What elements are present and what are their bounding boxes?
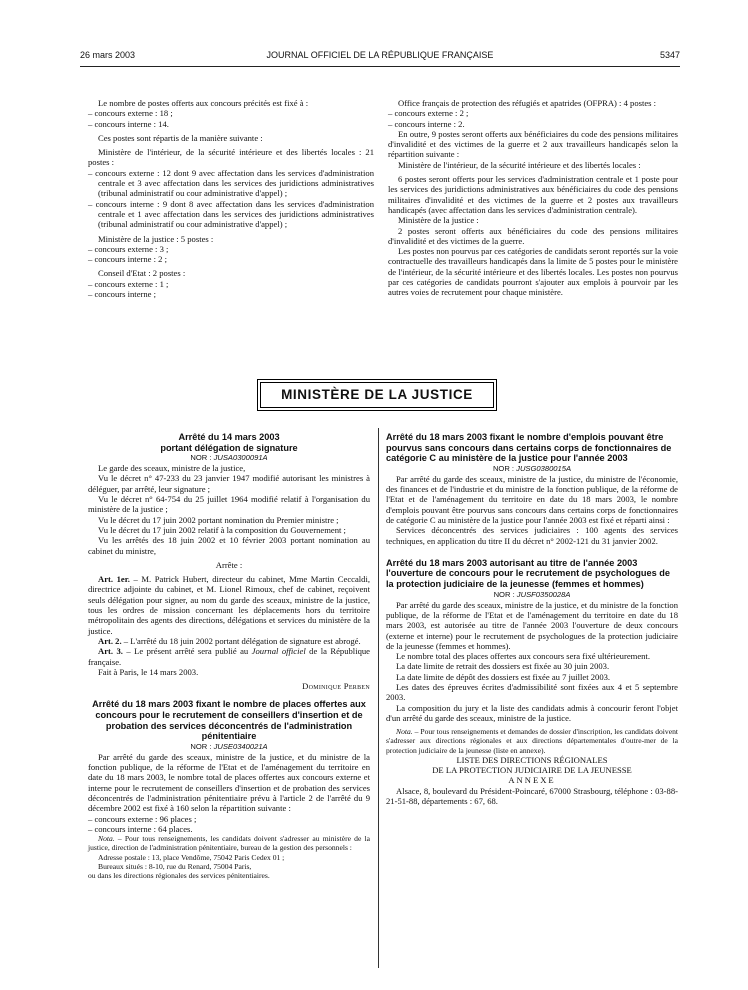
top-left-column xyxy=(88,98,374,299)
paragraph: Services déconcentrés des services judiciaires : 100 agents des services techniques, en application du titre II du décret n° 2002-121 du 31 janvier 2002. xyxy=(386,525,678,546)
arrete-2 xyxy=(88,699,370,880)
paragraph: La composition du jury et la liste des candidats admis à concourir feront l'objet d'un arrêté du garde des sceaux, ministre de la justice. xyxy=(386,702,678,723)
nor-label: NOR : xyxy=(492,463,517,473)
arrete-subtitle: portant délégation de signature xyxy=(160,442,298,453)
arrete-1 xyxy=(88,432,370,691)
annexe-heading: ANNEXE xyxy=(508,775,556,786)
header-rule xyxy=(80,66,680,67)
paragraph: Ces postes sont répartis de la manière suivante : xyxy=(98,132,263,143)
top-right-column xyxy=(388,98,678,298)
nor-reference xyxy=(88,453,370,463)
paragraph: Ministère de la justice : xyxy=(398,215,479,226)
header-journal-title: JOURNAL OFFICIEL DE LA RÉPUBLIQUE FRANÇAISE xyxy=(266,50,494,60)
paragraph: Les dates des épreuves écrites d'admissibilité sont fixées aux 4 et 5 septembre 2003. xyxy=(386,682,678,703)
address-line: ou dans les directions régionales des services pénitentiaires. xyxy=(88,870,270,880)
paragraph: Le garde des sceaux, ministre de la justice, xyxy=(98,463,246,474)
paragraph: Vu le décret du 17 juin 2002 portant nomination du Premier ministre ; xyxy=(98,514,339,525)
bottom-right-column xyxy=(386,432,678,806)
list-heading: LISTE DES DIRECTIONS RÉGIONALES xyxy=(456,754,608,765)
list-item: – concours interne : 14. xyxy=(88,118,169,129)
fait-line: Fait à Paris, le 14 mars 2003. xyxy=(98,666,199,677)
paragraph: La date limite de dépôt des dossiers est fixée au 7 juillet 2003. xyxy=(396,671,611,682)
paragraph: Ministère de la justice : 5 postes : xyxy=(98,233,214,244)
paragraph: 2 postes seront offerts aux bénéficiaires du code des pensions militaires d'invalidité et des victimes de la guerre. xyxy=(388,225,678,246)
paragraph: Le nombre de postes offerts aux concours précités est fixé à : xyxy=(98,98,309,108)
nor-label: NOR : xyxy=(493,589,517,599)
paragraph: Ministère de l'intérieur, de la sécurité intérieure et des libertés locales : 21 postes : xyxy=(88,147,374,168)
paragraph: 6 postes seront offerts pour les services d'administration centrale et 1 poste pour les services des juridictions administratives aux bénéficiaires du code des pensions militaires d'invalidité et des victimes de la guerre et 2 postes aux travailleurs handicapés (avec affectation dans les services d'administration centrale). xyxy=(388,174,678,215)
arrete-3 xyxy=(386,432,678,546)
header-date: 26 mars 2003 xyxy=(80,50,136,60)
nota-text: – Pour tous renseignements, les candidats doivent s'adresser au ministère de la justice, direction de l'administration pénitentiaire, bureau de la gestion des personnels : xyxy=(88,834,370,853)
article-label: Art. 1er. xyxy=(98,574,130,585)
paragraph: Vu le décret n° 47-233 du 23 janvier 1947 modifié autorisant les ministres à déléguer, par arrêté, leur signature ; xyxy=(88,473,370,494)
nota-label: Nota. xyxy=(98,834,115,844)
arrete-title: Arrêté du 14 mars 2003 xyxy=(178,432,280,442)
paragraph: En outre, 9 postes seront offerts aux bénéficiaires du code des pensions militaires d'invalidité et des victimes de la guerre et 2 aux travailleurs handicapés selon la répartition suivante : xyxy=(388,128,678,160)
list-item: – concours interne : 64 places. xyxy=(88,823,193,834)
list-item: – concours interne ; xyxy=(88,289,157,300)
article-3 xyxy=(88,646,370,667)
paragraph: Les postes non pourvus par ces catégories de candidats seront reportés sur la voie contractuelle des travailleurs handicapés dans la limite de 5 postes pour le ministère de l'intérieur, de la sécurité intérieure et des libertés locales. Les postes non pourvus par ces catégories de candidats pourront s'ajouter aux emplois à pourvoir par les autres voies de recrutement pour chaque ministère. xyxy=(388,246,678,298)
paragraph: Par arrêté du garde des sceaux, ministre de la justice, du ministre de l'économie, des finances et de l'industrie et du ministre de la fonction publique, de la réforme de l'Etat et de l'aménagement du territoire en date du 18 mars 2003, le nombre d'emplois pouvant être pourvus sans concours dans certains corps de fonctionnaires de catégorie C au ministère de la justice pour l'année 2003 est fixé et réparti ainsi : xyxy=(386,473,678,525)
article-text: – M. Patrick Hubert, directeur du cabinet, Mme Martin Ceccaldi, directrice adjointe du cabinet, et M. Lionel Rimoux, chef de cabinet, reçoivent seuls délégation pour signer, au nom du garde des sceaux, ministre de la justice, tous les ordres de mission concernant les déplacements hors du territoire métropolitain des agents des directions, délégations et services du ministère de la justice. xyxy=(88,574,370,636)
list-item: – concours interne : 9 dont 8 avec affectation dans les services d'administration centrale et 1 avec affectation dans les services des juridictions administratives (tribunal administratif ou cour administrative d'appel) ; xyxy=(88,198,374,230)
list-item: – concours externe : 12 dont 9 avec affectation dans les services d'administration centrale et 3 avec affectation dans les services des juridictions administratives (tribunal administratif ou cour administrative d'appel) ; xyxy=(88,167,374,199)
address-line: Bureaux situés : 8-10, rue du Renard, 75004 Paris, xyxy=(98,861,252,871)
nota-label: Nota. xyxy=(396,727,413,737)
nor-code: JUSF0350028A xyxy=(516,589,571,599)
signature: Dominique Perben xyxy=(302,681,370,692)
arrete-title: Arrêté du 18 mars 2003 fixant le nombre de places offertes aux concours pour le recrutement de conseillers d'insertion et de probation des services déconcentrés de l'administration pénitentiaire xyxy=(92,699,366,742)
article-1 xyxy=(88,574,370,636)
list-item: – concours externe : 1 ; xyxy=(88,278,169,289)
nor-code: JUSA0300091A xyxy=(213,453,268,463)
article-label: Art. 2. xyxy=(98,635,122,646)
article-text: de la République française. xyxy=(88,646,370,667)
article-text: – L'arrêté du 18 juin 2002 portant délégation de signature est abrogé. xyxy=(121,635,361,646)
nor-label: NOR : xyxy=(190,741,214,751)
arrete-title: Arrêté du 18 mars 2003 fixant le nombre d'emplois pouvant être pourvus sans concours dans certains corps de fonctionnaires de catégorie C au ministère de la justice pour l'année 2003 xyxy=(386,432,672,464)
paragraph: Ministère de l'intérieur, de la sécurité intérieure et des libertés locales : xyxy=(398,159,641,170)
list-item: – concours interne : 2 ; xyxy=(88,254,167,265)
list-heading: DE LA PROTECTION JUDICIAIRE DE LA JEUNESSE xyxy=(432,765,632,776)
list-item: – concours externe : 2 ; xyxy=(388,108,469,119)
list-item: – concours externe : 96 places ; xyxy=(88,813,197,824)
nor-reference xyxy=(88,742,370,752)
paragraph: Par arrêté du garde des sceaux, ministre de la justice, et du ministre de la fonction publique, de la réforme de l'Etat et de l'aménagement du territoire en date du 18 mars 2003, est autorisée au titre de l'année 2003 l'ouverture de deux concours (externe et interne) pour le recrutement de psychologues de la protection judiciaire de la jeunesse (femmes et hommes). xyxy=(386,599,678,651)
paragraph: La date limite de retrait des dossiers est fixée au 30 juin 2003. xyxy=(396,661,610,672)
nota xyxy=(88,834,370,852)
nor-label: NOR : xyxy=(190,453,214,463)
paragraph: Vu les arrêtés des 18 juin 2002 et 10 février 2003 portant nomination au cabinet du ministre, xyxy=(88,535,370,556)
paragraph: Par arrêté du garde des sceaux, ministre de la justice, et du ministre de la fonction publique, de la réforme de l'Etat et de l'aménagement du territoire en date du 18 mars 2003, le nombre total de places offertes aux concours externe et interne pour le recrutement de conseillers d'insertion et de probation des services déconcentrés de l'administration pénitentiaire prévu à l'article 2 de l'arrêté du 9 décembre 2002 est fixé à 160 selon la répartition suivante : xyxy=(88,751,370,814)
nota-text: – Pour tous renseignements et demandes de dossier d'inscription, les candidats doivent s'adresser aux directions régionales et aux directions départementales d'outre-mer de la protection judiciaire de la jeunesse (liste en annexe). xyxy=(386,727,678,755)
arrete-4 xyxy=(386,558,678,806)
paragraph: Alsace, 8, boulevard du Président-Poincaré, 67000 Strasbourg, téléphone : 03-88-21-51-88, départements : 67, 68. xyxy=(386,785,678,806)
article-2 xyxy=(88,636,370,646)
page-header xyxy=(80,50,680,66)
paragraph: Conseil d'Etat : 2 postes : xyxy=(98,268,186,279)
list-item: – concours interne : 2. xyxy=(388,118,465,129)
paragraph: Vu le décret du 17 juin 2002 relatif à la composition du Gouvernement ; xyxy=(98,524,346,535)
article-label: Art. 3. xyxy=(98,646,123,657)
list-item: – concours externe : 3 ; xyxy=(88,243,169,254)
journal-name: Journal officiel xyxy=(251,646,306,657)
address-line: Adresse postale : 13, place Vendôme, 75042 Paris Cedex 01 ; xyxy=(98,852,285,862)
paragraph: Le nombre total des places offertes aux concours sera fixé ultérieurement. xyxy=(396,651,650,662)
nota xyxy=(386,727,678,755)
nor-code: JUSG0380015A xyxy=(516,463,572,473)
nor-reference xyxy=(386,464,678,474)
column-divider xyxy=(378,428,379,968)
nor-code: JUSE0340021A xyxy=(213,741,268,751)
article-text: – Le présent arrêté sera publié au xyxy=(122,646,252,657)
ministry-heading: MINISTÈRE DE LA JUSTICE xyxy=(260,382,494,408)
paragraph: Vu le décret n° 64-754 du 25 juillet 1964 modifié relatif à l'organisation du ministère de la justice ; xyxy=(88,494,370,515)
header-page-number: 5347 xyxy=(659,50,680,60)
paragraph: Office français de protection des réfugiés et apatrides (OFPRA) : 4 postes : xyxy=(398,98,657,108)
arrete-word: Arrête : xyxy=(215,559,243,570)
arrete-title: Arrêté du 18 mars 2003 autorisant au titre de l'année 2003 l'ouverture de concours pour le recrutement de psychologues de la protection judiciaire de la jeunesse (femmes et hommes) xyxy=(386,557,671,590)
bottom-left-column xyxy=(88,432,370,880)
list-item: – concours externe : 18 ; xyxy=(88,108,173,119)
nor-reference xyxy=(386,590,678,600)
